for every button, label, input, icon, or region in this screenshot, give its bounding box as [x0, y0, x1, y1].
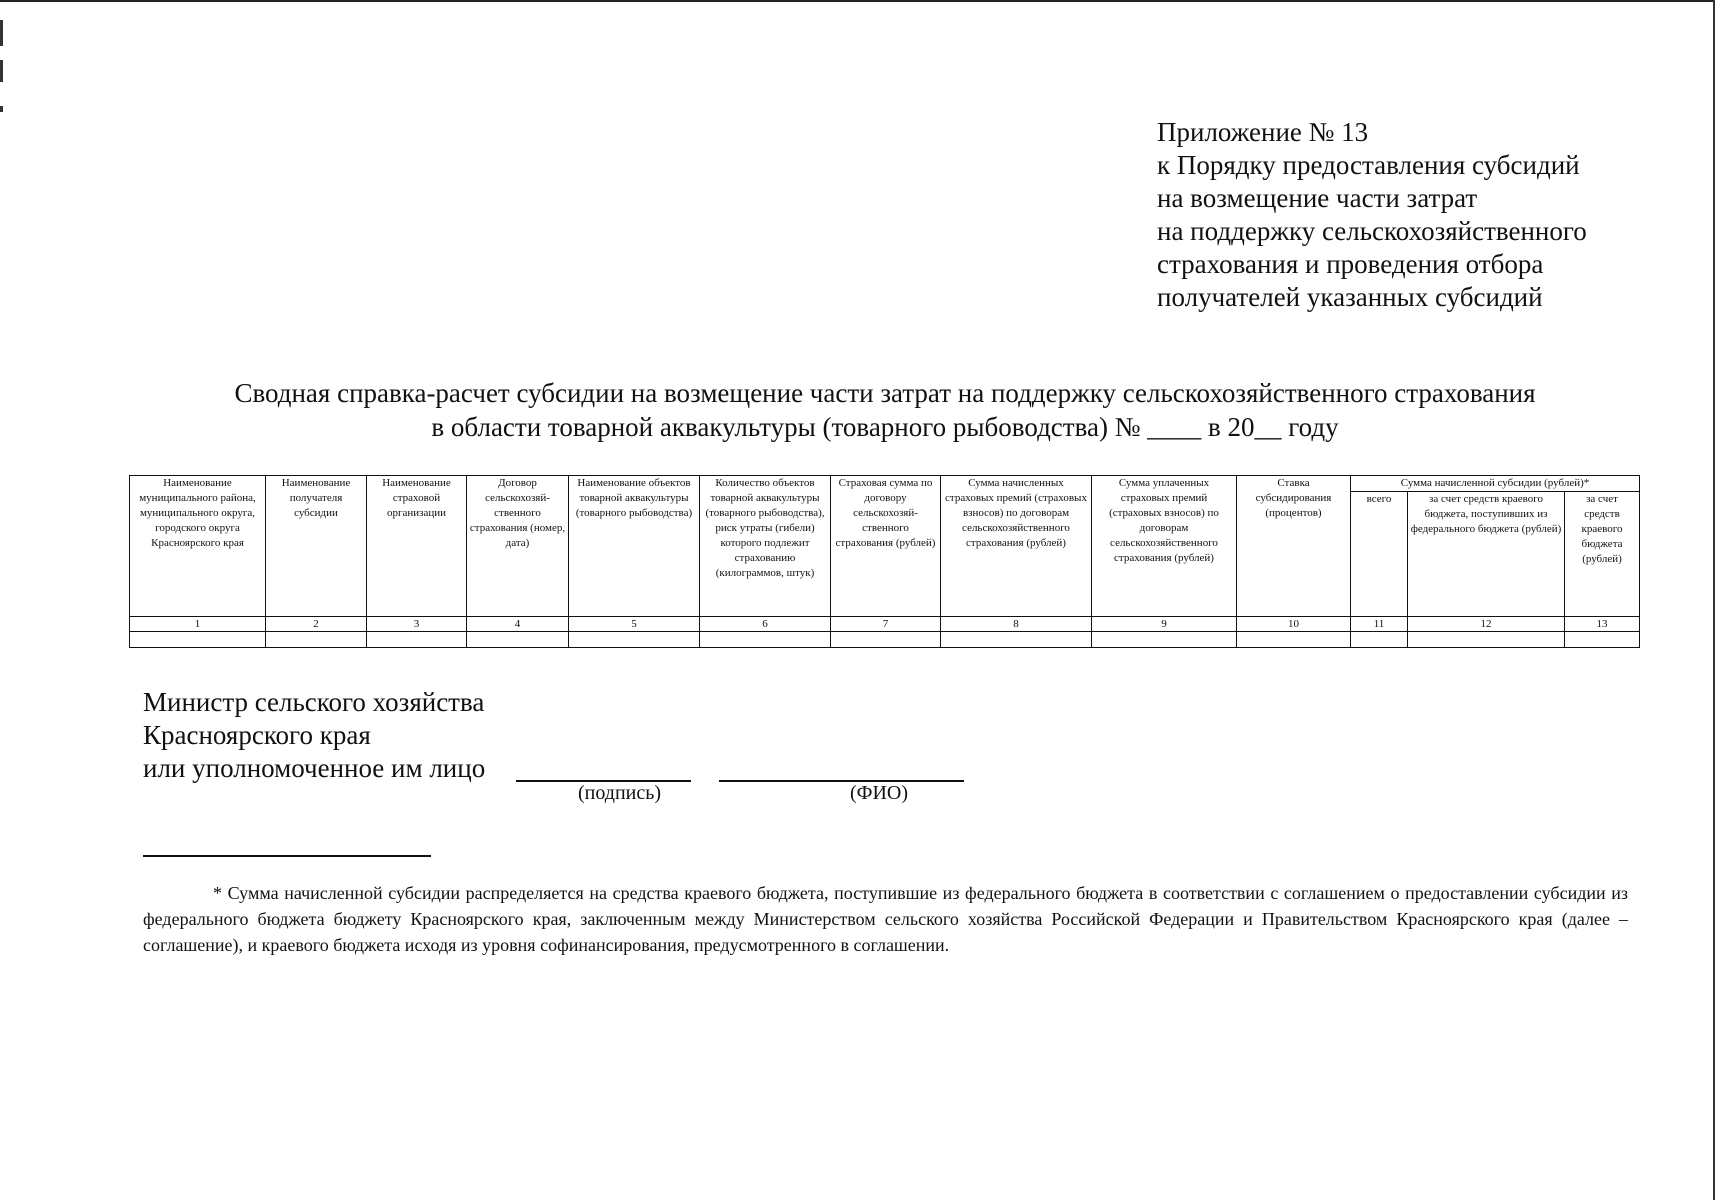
footnote: * Сумма начисленной субсидии распределяется на средства краевого бюджета, поступившие из федерального бюджета в соответствии с соглашением о предоставлении субсидии из федерального бюджета бюджету Красноярского края, заключенным между Министерством сельского хозяйства Российской Федерации и Правительством Красноярского края (далее – соглашение), и краевого бюджета исходя из уровня софинансирования, предусмотренного в соглашении.: [143, 883, 1628, 955]
column-number: 8: [941, 617, 1092, 632]
appendix-line: на возмещение части затрат: [1157, 183, 1478, 213]
title-line-2: в области товарной аквакультуры (товарного рыбоводства) № ____ в 20__ году: [431, 412, 1339, 442]
scan-left-mark: [0, 60, 3, 82]
column-number: 2: [266, 617, 367, 632]
column-number-row: [130, 617, 1640, 632]
appendix-line: к Порядку предоставления субсидий: [1157, 150, 1580, 180]
table-cell: [700, 632, 831, 648]
title-line-1: Сводная справка-расчет субсидии на возмещение части затрат на поддержку сельскохозяйственного страхования: [234, 378, 1536, 408]
table-cell: [941, 632, 1092, 648]
signature-block: [143, 686, 485, 785]
column-number: 4: [467, 617, 569, 632]
appendix-line: получателей указанных субсидий: [1157, 282, 1543, 312]
table-cell: [266, 632, 367, 648]
appendix-line: страхования и проведения отбора: [1157, 249, 1544, 279]
header-federal-funds: за счет средств краевого бюджета, поступивших из федерального бюджета (рублей): [1408, 492, 1565, 617]
footnote-divider: [143, 855, 431, 857]
table-cell: [467, 632, 569, 648]
column-number: 9: [1092, 617, 1237, 632]
table-row: [130, 632, 1640, 648]
column-number: 11: [1351, 617, 1408, 632]
header-paid-premiums: Сумма уплаченных страховых премий (страховых взносов) по договорам сельскохозяйственного страхования (рублей): [1092, 476, 1237, 617]
scan-left-mark: [0, 106, 3, 112]
table-cell: [130, 632, 266, 648]
signatory-line-3: или уполномоченное им лицо: [143, 753, 486, 783]
column-number: 1: [130, 617, 266, 632]
name-field-line: [719, 780, 964, 782]
appendix-reference: [1157, 116, 1587, 314]
column-number: 10: [1237, 617, 1351, 632]
signatory-line-1: Министр сельского хозяйства: [143, 687, 485, 717]
table-cell: [1237, 632, 1351, 648]
column-number: 13: [1565, 617, 1640, 632]
subsidy-calculation-table: [129, 475, 1640, 648]
table-cell: [569, 632, 700, 648]
signature-caption: (подпись): [578, 782, 662, 804]
header-total: всего: [1351, 492, 1408, 617]
appendix-line: Приложение № 13: [1157, 117, 1369, 147]
table-cell: [1351, 632, 1408, 648]
header-insurer: Наименование страховой организации: [367, 476, 467, 617]
table-cell: [367, 632, 467, 648]
header-regional-funds: за счет средств краевого бюджета (рублей): [1565, 492, 1640, 617]
scan-left-mark: [0, 20, 3, 46]
header-contract: Договор сельскохозяй-ственного страхования (номер, дата): [467, 476, 569, 617]
name-caption: (ФИО): [850, 782, 909, 804]
appendix-line: на поддержку сельскохозяйственного: [1157, 216, 1587, 246]
column-number: 12: [1408, 617, 1565, 632]
column-number: 5: [569, 617, 700, 632]
table-cell: [1092, 632, 1237, 648]
header-municipality: Наименование муниципального района, муниципального округа, городского округа Красноярского края: [130, 476, 266, 617]
header-accrued-premiums: Сумма начисленных страховых премий (страховых взносов) по договорам сельскохозяйственного страхования (рублей): [941, 476, 1092, 617]
header-aquaculture-objects: Наименование объектов товарной аквакультуры (товарного рыбоводства): [569, 476, 700, 617]
header-recipient: Наименование получателя субсидии: [266, 476, 367, 617]
header-object-quantity: Количество объектов товарной аквакультуры (товарного рыбоводства), риск утраты (гибели) которого подлежит страхованию (килограммов, штук): [700, 476, 831, 617]
header-insured-sum: Страховая сумма по договору сельскохозяй-ственного страхования (рублей): [831, 476, 941, 617]
signatory-line-2: Красноярского края: [143, 720, 371, 750]
column-number: 7: [831, 617, 941, 632]
document-title: [150, 376, 1620, 444]
column-number: 3: [367, 617, 467, 632]
table-cell: [831, 632, 941, 648]
header-subsidy-rate: Ставка субсидирования (процентов): [1237, 476, 1351, 617]
table-cell: [1565, 632, 1640, 648]
scan-top-edge: [0, 0, 1715, 2]
table-cell: [1408, 632, 1565, 648]
header-accrued-subsidy-group: Сумма начисленной субсидии (рублей)*: [1351, 476, 1640, 492]
column-number: 6: [700, 617, 831, 632]
